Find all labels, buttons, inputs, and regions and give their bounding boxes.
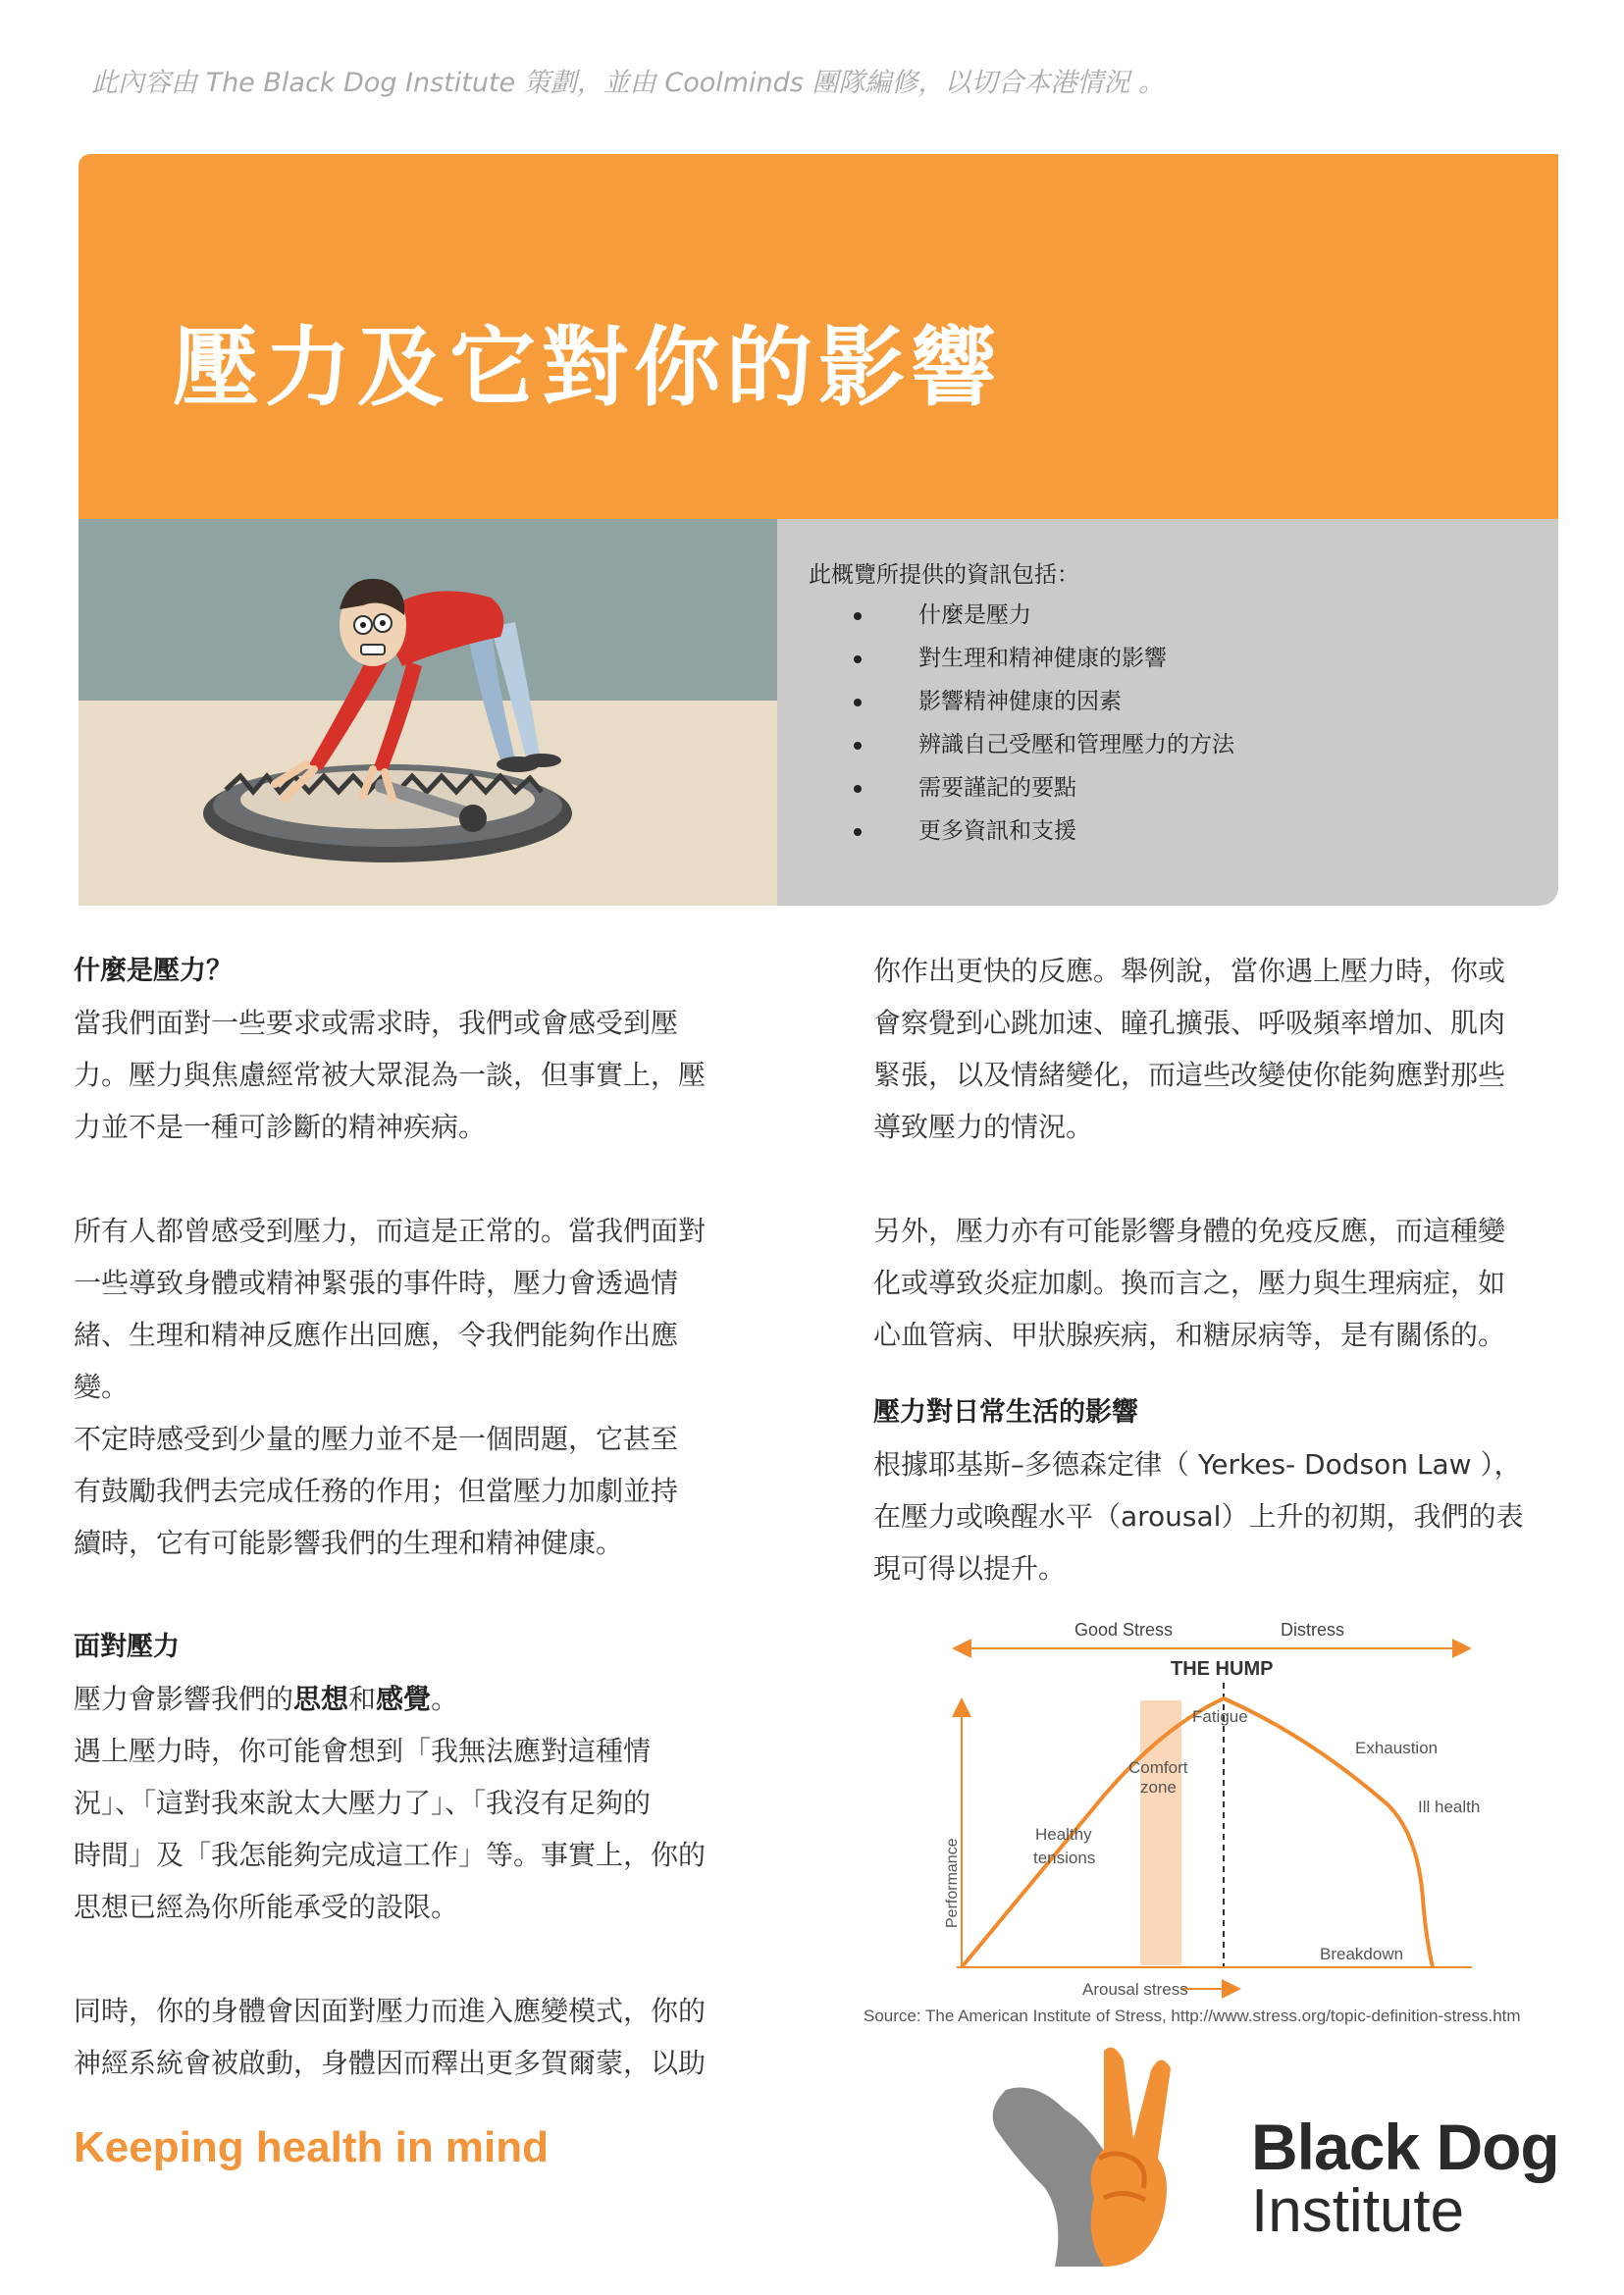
logo-text-line2: Institute	[1251, 2177, 1465, 2245]
overview-intro: 此概覽所提供的資訊包括：	[809, 562, 1079, 588]
facing-stress-paragraph-1: 遇上壓力時，你可能會想到「我無法應對這種情 況」、「這對我來說太大壓力了」、「我沒有足夠的 時間」及「我怎能夠完成這工作」等。事實上，你的 思想已經為你所能承受的設限。	[74, 1735, 707, 1923]
left-column	[74, 945, 780, 2089]
daily-life-heading: 壓力對日常生活的影響	[873, 1397, 1138, 1428]
overview-item: 對生理和精神健康的影響	[824, 637, 1234, 680]
tagline: Keeping health in mind	[74, 2123, 550, 2171]
distress-label: Distress	[1281, 1620, 1345, 1640]
overview-item: 影響精神健康的因素	[824, 680, 1234, 723]
fatigue-label: Fatigue	[1192, 1707, 1248, 1726]
facing-stress-heading: 面對壓力	[74, 1632, 180, 1662]
overview-item: 需要謹記的要點	[824, 766, 1234, 809]
comfort-label: Comfort	[1128, 1758, 1188, 1777]
page-title: 壓力及它對你的影響	[173, 317, 1004, 418]
facing-stress-paragraph-2: 同時，你的身體會因面對壓力而進入應變模式，你的 神經系統會被啟動，身體因而釋出更多賀爾蒙，以助	[74, 1995, 707, 2079]
what-is-stress-paragraph-2: 所有人都曾感受到壓力，而這是正常的。當我們面對 一些導致身體或精神緊張的事件時，壓力會透過情 緒、生理和精神反應作出回應，令我們能夠作出應 變。	[74, 1215, 707, 1403]
good-stress-label: Good Stress	[1074, 1620, 1174, 1640]
arousal-label: Arousal stress	[1082, 1980, 1188, 1999]
title-banner	[79, 154, 1558, 519]
overview-item: 辨識自己受壓和管理壓力的方法	[824, 723, 1234, 766]
overview-list	[824, 594, 1234, 853]
zone-label: zone	[1140, 1778, 1177, 1797]
breakdown-label: Breakdown	[1320, 1945, 1404, 1963]
overview-item: 更多資訊和支援	[824, 809, 1234, 853]
overview-item: 什麼是壓力	[824, 594, 1234, 637]
logo-text-line1: Black Dog	[1251, 2111, 1559, 2183]
what-is-stress-paragraph-3: 不定時感受到少量的壓力並不是一個問題，它甚至 有鼓勵我們去完成任務的作用；但當壓力加劇並持 續時，它有可能影響我們的生理和精神健康。	[74, 1423, 679, 1559]
figure-source: Source: The American Institute of Stress, http://www.stress.org/topic-definition-stress.htm	[864, 2007, 1521, 2025]
stress-trap-illustration	[79, 519, 777, 906]
performance-label: Performance	[944, 1838, 961, 1928]
body-response-paragraph: 你作出更快的反應。舉例說，當你遇上壓力時，你或 會察覺到心跳加速、瞳孔擴張、呼吸頻率增加、肌肉 緊張，以及情緒變化，而這些改變使你能夠應對那些 導致壓力的情況。	[873, 955, 1506, 1143]
overview-box	[777, 519, 1558, 906]
exhaustion-label: Exhaustion	[1355, 1739, 1439, 1757]
healthy-label: Healthy	[1035, 1825, 1092, 1844]
yerkes-dodson-paragraph: 根據耶基斯–多德森定律（ Yerkes- Dodson Law ）， 在壓力或喚醒水平（arousal）上升的初期，我們的表 現可得以提升。	[873, 1448, 1524, 1585]
stress-curve-figure	[859, 1604, 1565, 2026]
black-dog-logo-icon	[976, 2021, 1231, 2276]
content-credit: 此內容由 The Black Dog Institute 策劃，並由 Coolminds 團隊編修，以切合本港情況 。	[91, 68, 1166, 98]
right-column	[873, 945, 1570, 1594]
what-is-stress-paragraph-1: 當我們面對一些要求或需求時，我們或會感受到壓 力。壓力與焦慮經常被大眾混為一談，但事實上，壓 力並不是一種可診斷的精神疾病。	[74, 1007, 707, 1143]
tensions-label: tensions	[1033, 1849, 1096, 1867]
hump-label: THE HUMP	[1171, 1658, 1274, 1680]
facing-stress-lead: 壓力會影響我們的思想和感覺。	[74, 1683, 459, 1715]
ill-health-label: Ill health	[1418, 1798, 1481, 1816]
what-is-stress-heading: 什麼是壓力？	[74, 956, 233, 986]
immune-response-paragraph: 另外，壓力亦有可能影響身體的免疫反應，而這種變 化或導致炎症加劇。換而言之，壓力與生理病症，如 心血管病、甲狀腺疾病，和糖尿病等，是有關係的。	[873, 1215, 1506, 1351]
